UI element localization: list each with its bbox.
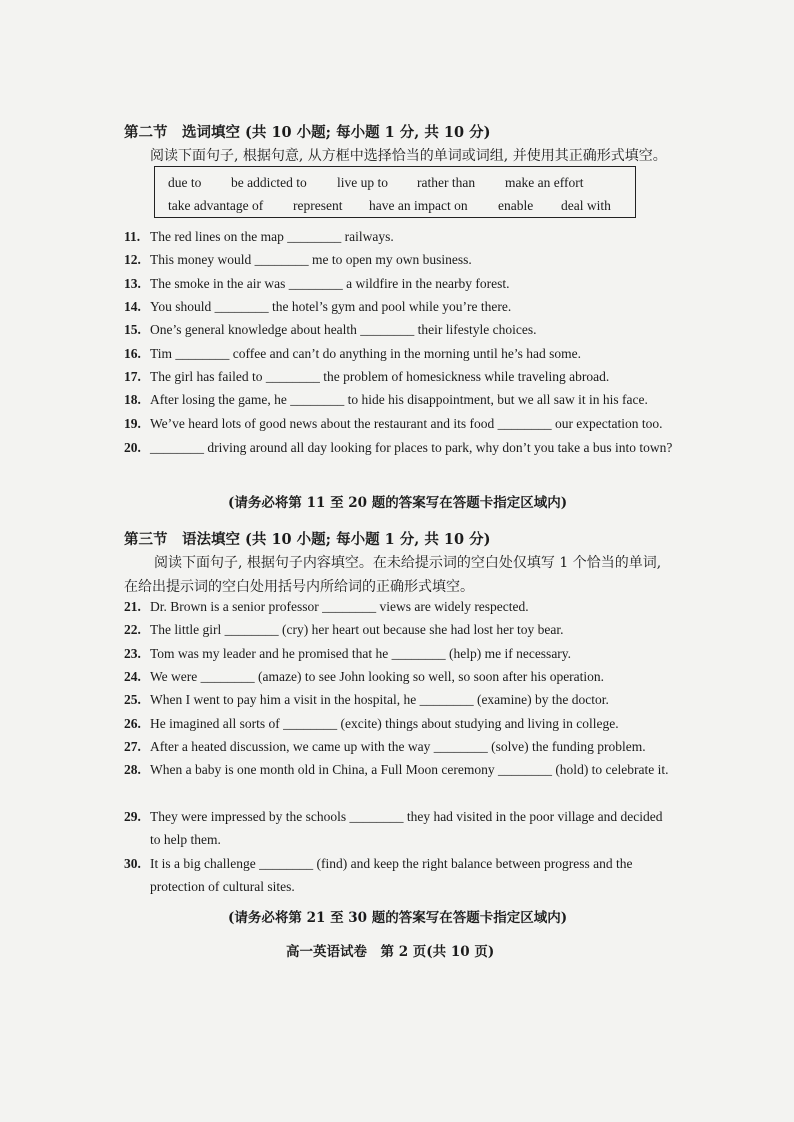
question-number: 18. xyxy=(124,392,141,407)
question-number: 20. xyxy=(124,440,141,455)
word-option: deal with xyxy=(561,198,611,213)
question-item xyxy=(124,805,674,851)
section2-instruction: 阅读下面句子, 根据句意, 从方框中选择恰当的单词或词组, 并使用其正确形式填空。 xyxy=(150,148,667,164)
section3-instruction-line2: 在给出提示词的空白处用括号内所给词的正确形式填空。 xyxy=(124,579,474,595)
question-item xyxy=(124,392,648,408)
question-item xyxy=(124,669,604,685)
question-text: Tom was my leader and he promised that he ________ (help) me if necessary. xyxy=(150,646,572,661)
question-number: 12. xyxy=(124,252,141,267)
question-item xyxy=(124,252,472,268)
question-text: After losing the game, he ________ to hide his disappointment, but we all saw it in his face. xyxy=(150,392,648,407)
question-text: One’s general knowledge about health ________ their lifestyle choices. xyxy=(150,322,537,337)
word-option: take advantage of xyxy=(168,198,264,213)
question-item xyxy=(124,229,394,245)
word-option: represent xyxy=(293,198,343,213)
question-item xyxy=(124,299,511,315)
question-text: The little girl ________ (cry) her heart out because she had lost her toy bear. xyxy=(150,622,564,637)
question-item xyxy=(124,436,674,459)
question-text: You should ________ the hotel’s gym and pool while you’re there. xyxy=(150,299,512,314)
word-option: due to xyxy=(168,175,202,190)
question-text: When I went to pay him a visit in the hospital, he ________ (examine) by the doctor. xyxy=(150,692,609,707)
question-number: 15. xyxy=(124,322,141,337)
question-text: Tim ________ coffee and can’t do anything in the morning until he’s had some. xyxy=(150,346,581,361)
word-option: rather than xyxy=(417,175,476,190)
question-text: The smoke in the air was ________ a wildfire in the nearby forest. xyxy=(150,276,510,291)
question-number: 16. xyxy=(124,346,141,361)
question-number: 14. xyxy=(124,299,141,314)
page-footer: 高一英语试卷 第 2 页(共 10 页) xyxy=(286,944,495,960)
word-option: enable xyxy=(498,198,534,213)
question-text: This money would ________ me to open my own business. xyxy=(150,252,472,267)
question-number: 22. xyxy=(124,622,141,637)
section2-title: 第二节 选词填空 (共 10 小题; 每小题 1 分, 共 10 分) xyxy=(124,124,491,141)
answer-note: (请务必将第 21 至 30 题的答案写在答题卡指定区域内) xyxy=(228,910,568,926)
question-number: 23. xyxy=(124,646,141,661)
question-number: 29. xyxy=(124,809,141,824)
question-text: When a baby is one month old in China, a Full Moon ceremony ________ (hold) to celebrate it. xyxy=(150,762,669,777)
question-item xyxy=(124,322,537,338)
word-box xyxy=(154,166,636,218)
question-number: 26. xyxy=(124,716,141,731)
question-text: They were impressed by the schools ________ they had visited in the poor village and decided to help them. xyxy=(150,809,663,847)
question-item xyxy=(124,646,571,662)
question-item xyxy=(124,739,646,755)
question-item xyxy=(124,716,619,732)
question-text: We were ________ (amaze) to see John looking so well, so soon after his operation. xyxy=(150,669,605,684)
question-item xyxy=(124,599,529,615)
question-text: The girl has failed to ________ the problem of homesickness while traveling abroad. xyxy=(150,369,610,384)
answer-note: (请务必将第 11 至 20 题的答案写在答题卡指定区域内) xyxy=(228,495,568,511)
question-text: Dr. Brown is a senior professor ________ views are widely respected. xyxy=(150,599,529,614)
question-item xyxy=(124,622,564,638)
question-number: 11. xyxy=(124,229,141,244)
question-text: We’ve heard lots of good news about the restaurant and its food ________ our expectation too. xyxy=(150,416,663,431)
question-item xyxy=(124,692,609,708)
question-number: 24. xyxy=(124,669,141,684)
question-item xyxy=(124,758,674,781)
question-text: After a heated discussion, we came up with the way ________ (solve) the funding problem. xyxy=(150,739,646,754)
question-item xyxy=(124,852,674,898)
word-option: live up to xyxy=(337,175,388,190)
question-item xyxy=(124,416,663,432)
section3-instruction-line1: 阅读下面句子, 根据句子内容填空。在未给提示词的空白处仅填写 1 个恰当的单词, xyxy=(154,555,662,571)
word-option: have an impact on xyxy=(369,198,468,213)
question-number: 21. xyxy=(124,599,141,614)
question-item xyxy=(124,276,510,292)
question-item xyxy=(124,346,581,362)
word-option: be addicted to xyxy=(231,175,307,190)
question-number: 30. xyxy=(124,856,141,871)
section3-title: 第三节 语法填空 (共 10 小题; 每小题 1 分, 共 10 分) xyxy=(124,531,491,548)
word-option: make an effort xyxy=(505,175,584,190)
question-number: 28. xyxy=(124,762,141,777)
question-number: 19. xyxy=(124,416,141,431)
question-text: The red lines on the map ________ railways. xyxy=(150,229,394,244)
question-number: 17. xyxy=(124,369,141,384)
question-item xyxy=(124,369,609,385)
question-text: ________ driving around all day looking for places to park, why don’t you take a bus into town? xyxy=(150,440,673,455)
question-number: 13. xyxy=(124,276,141,291)
question-number: 27. xyxy=(124,739,141,754)
question-text: It is a big challenge ________ (find) and keep the right balance between progress and the protection of cultural sites. xyxy=(150,856,633,894)
question-number: 25. xyxy=(124,692,141,707)
question-text: He imagined all sorts of ________ (excite) things about studying and living in college. xyxy=(150,716,619,731)
